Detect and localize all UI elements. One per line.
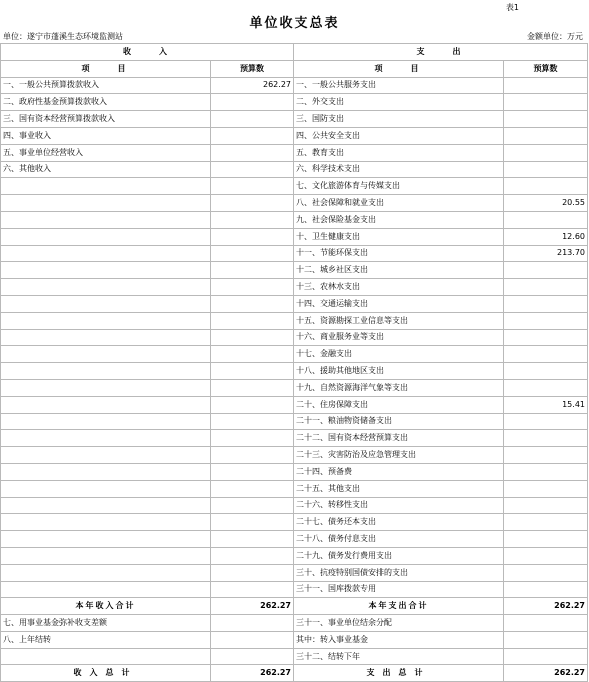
income-value-cell: [211, 430, 294, 447]
expense-item-cell: 二十、住房保障支出: [294, 396, 504, 413]
expense-value-cell: [504, 463, 588, 480]
annual-income-total-value: 262.27: [211, 598, 294, 615]
table-row: [1, 329, 588, 346]
table-row: [1, 312, 588, 329]
income-value-cell: [211, 262, 294, 279]
expense-item-cell: 十三、农林水支出: [294, 279, 504, 296]
income-value-cell: [211, 329, 294, 346]
income-value-cell: [211, 648, 294, 665]
income-value-cell: [211, 463, 294, 480]
expense-item-cell: 其中：转入事业基金: [294, 631, 504, 648]
income-value-cell: 262.27: [211, 77, 294, 94]
income-budget-header: 预算数: [211, 60, 294, 77]
expense-item-cell: 二十八、债务付息支出: [294, 531, 504, 548]
table-row: [1, 480, 588, 497]
income-value-cell: [211, 111, 294, 128]
income-value-cell: [211, 413, 294, 430]
expense-value-cell: [504, 346, 588, 363]
expense-item-cell: 二、外交支出: [294, 94, 504, 111]
expense-item-cell: 二十二、国有资本经营预算支出: [294, 430, 504, 447]
income-item-cell: [1, 346, 211, 363]
table-row: [1, 161, 588, 178]
expense-value-cell: 213.70: [504, 245, 588, 262]
expense-value-cell: [504, 447, 588, 464]
income-value-cell: [211, 514, 294, 531]
table-row: [1, 463, 588, 480]
income-item-cell: 三、国有资本经营预算拨款收入: [1, 111, 211, 128]
income-item-cell: [1, 531, 211, 548]
income-value-cell: [211, 531, 294, 548]
income-value-cell: [211, 547, 294, 564]
income-section-header: 收 入: [1, 44, 294, 61]
column-header-row: [1, 60, 588, 77]
income-value-cell: [211, 447, 294, 464]
income-item-cell: [1, 312, 211, 329]
income-value-cell: [211, 127, 294, 144]
expense-item-cell: 二十六、转移性支出: [294, 497, 504, 514]
expense-item-cell: 三、国防支出: [294, 111, 504, 128]
income-item-cell: [1, 430, 211, 447]
expense-item-cell: 三十一、国库拨款专用: [294, 581, 504, 598]
income-item-cell: [1, 363, 211, 380]
income-value-cell: [211, 497, 294, 514]
income-item-cell: [1, 564, 211, 581]
expense-item-cell: 八、社会保障和就业支出: [294, 195, 504, 212]
income-item-cell: [1, 413, 211, 430]
income-item-cell: [1, 480, 211, 497]
expense-value-cell: [504, 295, 588, 312]
table-row: [1, 346, 588, 363]
expense-item-cell: 五、教育支出: [294, 144, 504, 161]
expense-item-cell: 十八、援助其他地区支出: [294, 363, 504, 380]
table-row: [1, 514, 588, 531]
expense-value-cell: [504, 94, 588, 111]
table-row: [1, 413, 588, 430]
expense-value-cell: [504, 480, 588, 497]
table-row: [1, 211, 588, 228]
expense-item-cell: 四、公共安全支出: [294, 127, 504, 144]
table-row: [1, 94, 588, 111]
table-row: [1, 111, 588, 128]
expense-section-header: 支 出: [294, 44, 588, 61]
table-row: [1, 279, 588, 296]
table-row: [1, 178, 588, 195]
income-item-cell: [1, 211, 211, 228]
income-item-cell: 六、其他收入: [1, 161, 211, 178]
section-header-row: [1, 44, 588, 61]
income-value-cell: [211, 279, 294, 296]
income-item-cell: [1, 379, 211, 396]
table-row: [1, 295, 588, 312]
expense-item-cell: 十二、城乡社区支出: [294, 262, 504, 279]
table-row: [1, 127, 588, 144]
income-item-cell: [1, 279, 211, 296]
income-value-cell: [211, 228, 294, 245]
expense-value-cell: [504, 161, 588, 178]
table-row: [1, 531, 588, 548]
expense-value-cell: [504, 312, 588, 329]
table-row: [1, 363, 588, 380]
expense-item-cell: 十一、节能环保支出: [294, 245, 504, 262]
expense-item-cell: 二十四、预备费: [294, 463, 504, 480]
expense-value-cell: [504, 531, 588, 548]
expense-value-cell: [504, 329, 588, 346]
income-value-cell: [211, 346, 294, 363]
income-value-cell: [211, 295, 294, 312]
income-item-cell: 四、事业收入: [1, 127, 211, 144]
income-value-cell: [211, 396, 294, 413]
income-item-header: 项 目: [1, 60, 211, 77]
table-row: [1, 144, 588, 161]
grand-expense-total-value: 262.27: [504, 665, 588, 682]
income-value-cell: [211, 312, 294, 329]
income-item-cell: [1, 648, 211, 665]
expense-value-cell: [504, 547, 588, 564]
expense-item-cell: 二十五、其他支出: [294, 480, 504, 497]
expense-value-cell: 20.55: [504, 195, 588, 212]
expense-item-cell: 三十一、事业单位结余分配: [294, 615, 504, 632]
expense-value-cell: [504, 363, 588, 380]
table-row: [1, 447, 588, 464]
expense-value-cell: [504, 144, 588, 161]
income-item-cell: [1, 497, 211, 514]
expense-budget-header: 预算数: [504, 60, 588, 77]
income-item-cell: [1, 329, 211, 346]
expense-item-cell: 十五、资源勘探工业信息等支出: [294, 312, 504, 329]
expense-item-cell: 三十二、结转下年: [294, 648, 504, 665]
income-item-cell: [1, 463, 211, 480]
expense-value-cell: [504, 631, 588, 648]
income-item-cell: [1, 447, 211, 464]
table-row: [1, 228, 588, 245]
expense-item-cell: 九、社会保险基金支出: [294, 211, 504, 228]
expense-value-cell: [504, 581, 588, 598]
income-value-cell: [211, 144, 294, 161]
table-row: [1, 581, 588, 598]
expense-value-cell: [504, 379, 588, 396]
expense-item-cell: 二十七、债务还本支出: [294, 514, 504, 531]
income-item-cell: [1, 514, 211, 531]
income-value-cell: [211, 480, 294, 497]
income-item-cell: [1, 581, 211, 598]
annual-income-total-label: 本年收入合计: [1, 598, 211, 615]
expense-value-cell: [504, 127, 588, 144]
expense-item-cell: 二十九、债务发行费用支出: [294, 547, 504, 564]
table-row: [1, 262, 588, 279]
income-item-cell: [1, 178, 211, 195]
table-row: [1, 648, 588, 665]
expense-item-cell: 十九、自然资源海洋气象等支出: [294, 379, 504, 396]
expense-item-cell: 十四、交通运输支出: [294, 295, 504, 312]
table-row: [1, 547, 588, 564]
expense-value-cell: [504, 279, 588, 296]
expense-value-cell: [504, 413, 588, 430]
page-title: 单位收支总表: [249, 16, 340, 31]
expense-value-cell: 15.41: [504, 396, 588, 413]
income-item-cell: [1, 228, 211, 245]
income-item-cell: [1, 295, 211, 312]
income-value-cell: [211, 161, 294, 178]
grand-total-row: [1, 665, 588, 682]
income-item-cell: [1, 396, 211, 413]
table-row: [1, 396, 588, 413]
grand-income-total-label: 收入总计: [1, 665, 211, 682]
table-row: [1, 195, 588, 212]
income-value-cell: [211, 615, 294, 632]
expense-item-header: 项 目: [294, 60, 504, 77]
amount-unit: 金额单位：万元: [527, 32, 583, 41]
income-item-cell: 八、上年结转: [1, 631, 211, 648]
expense-item-cell: 十、卫生健康支出: [294, 228, 504, 245]
expense-value-cell: [504, 514, 588, 531]
income-item-cell: [1, 262, 211, 279]
expense-value-cell: [504, 111, 588, 128]
income-value-cell: [211, 94, 294, 111]
expense-item-cell: 六、科学技术支出: [294, 161, 504, 178]
expense-value-cell: 12.60: [504, 228, 588, 245]
income-item-cell: [1, 245, 211, 262]
income-item-cell: [1, 195, 211, 212]
table-row: [1, 77, 588, 94]
expense-value-cell: [504, 262, 588, 279]
income-value-cell: [211, 581, 294, 598]
income-value-cell: [211, 379, 294, 396]
budget-summary-table: [0, 43, 588, 682]
expense-value-cell: [504, 497, 588, 514]
expense-item-cell: 二十一、粮油物资储备支出: [294, 413, 504, 430]
income-value-cell: [211, 631, 294, 648]
table-row: [1, 615, 588, 632]
unit-name: 单位：遂宁市蓬溪生态环境监测站: [3, 32, 123, 41]
table-row: [1, 379, 588, 396]
expense-value-cell: [504, 648, 588, 665]
expense-item-cell: 七、文化旅游体育与传媒支出: [294, 178, 504, 195]
income-item-cell: 七、用事业基金弥补收支差额: [1, 615, 211, 632]
income-value-cell: [211, 178, 294, 195]
grand-income-total-value: 262.27: [211, 665, 294, 682]
expense-item-cell: 三十、抗疫特别国债安排的支出: [294, 564, 504, 581]
expense-value-cell: [504, 430, 588, 447]
expense-value-cell: [504, 211, 588, 228]
expense-item-cell: 十六、商业服务业等支出: [294, 329, 504, 346]
grand-expense-total-label: 支出总计: [294, 665, 504, 682]
income-item-cell: [1, 547, 211, 564]
income-value-cell: [211, 245, 294, 262]
expense-item-cell: 二十三、灾害防治及应急管理支出: [294, 447, 504, 464]
annual-expense-total-value: 262.27: [504, 598, 588, 615]
annual-expense-total-label: 本年支出合计: [294, 598, 504, 615]
income-item-cell: 二、政府性基金预算拨款收入: [1, 94, 211, 111]
annual-total-row: [1, 598, 588, 615]
table-row: [1, 430, 588, 447]
expense-value-cell: [504, 615, 588, 632]
income-value-cell: [211, 211, 294, 228]
table-row: [1, 497, 588, 514]
expense-item-cell: 十七、金融支出: [294, 346, 504, 363]
income-item-cell: 五、事业单位经营收入: [1, 144, 211, 161]
income-item-cell: 一、一般公共预算拨款收入: [1, 77, 211, 94]
table-row: [1, 631, 588, 648]
expense-value-cell: [504, 178, 588, 195]
table-number: 表1: [505, 3, 519, 12]
expense-value-cell: [504, 77, 588, 94]
expense-item-cell: 一、一般公共服务支出: [294, 77, 504, 94]
expense-value-cell: [504, 564, 588, 581]
table-row: [1, 245, 588, 262]
table-row: [1, 564, 588, 581]
income-value-cell: [211, 363, 294, 380]
income-value-cell: [211, 564, 294, 581]
income-value-cell: [211, 195, 294, 212]
